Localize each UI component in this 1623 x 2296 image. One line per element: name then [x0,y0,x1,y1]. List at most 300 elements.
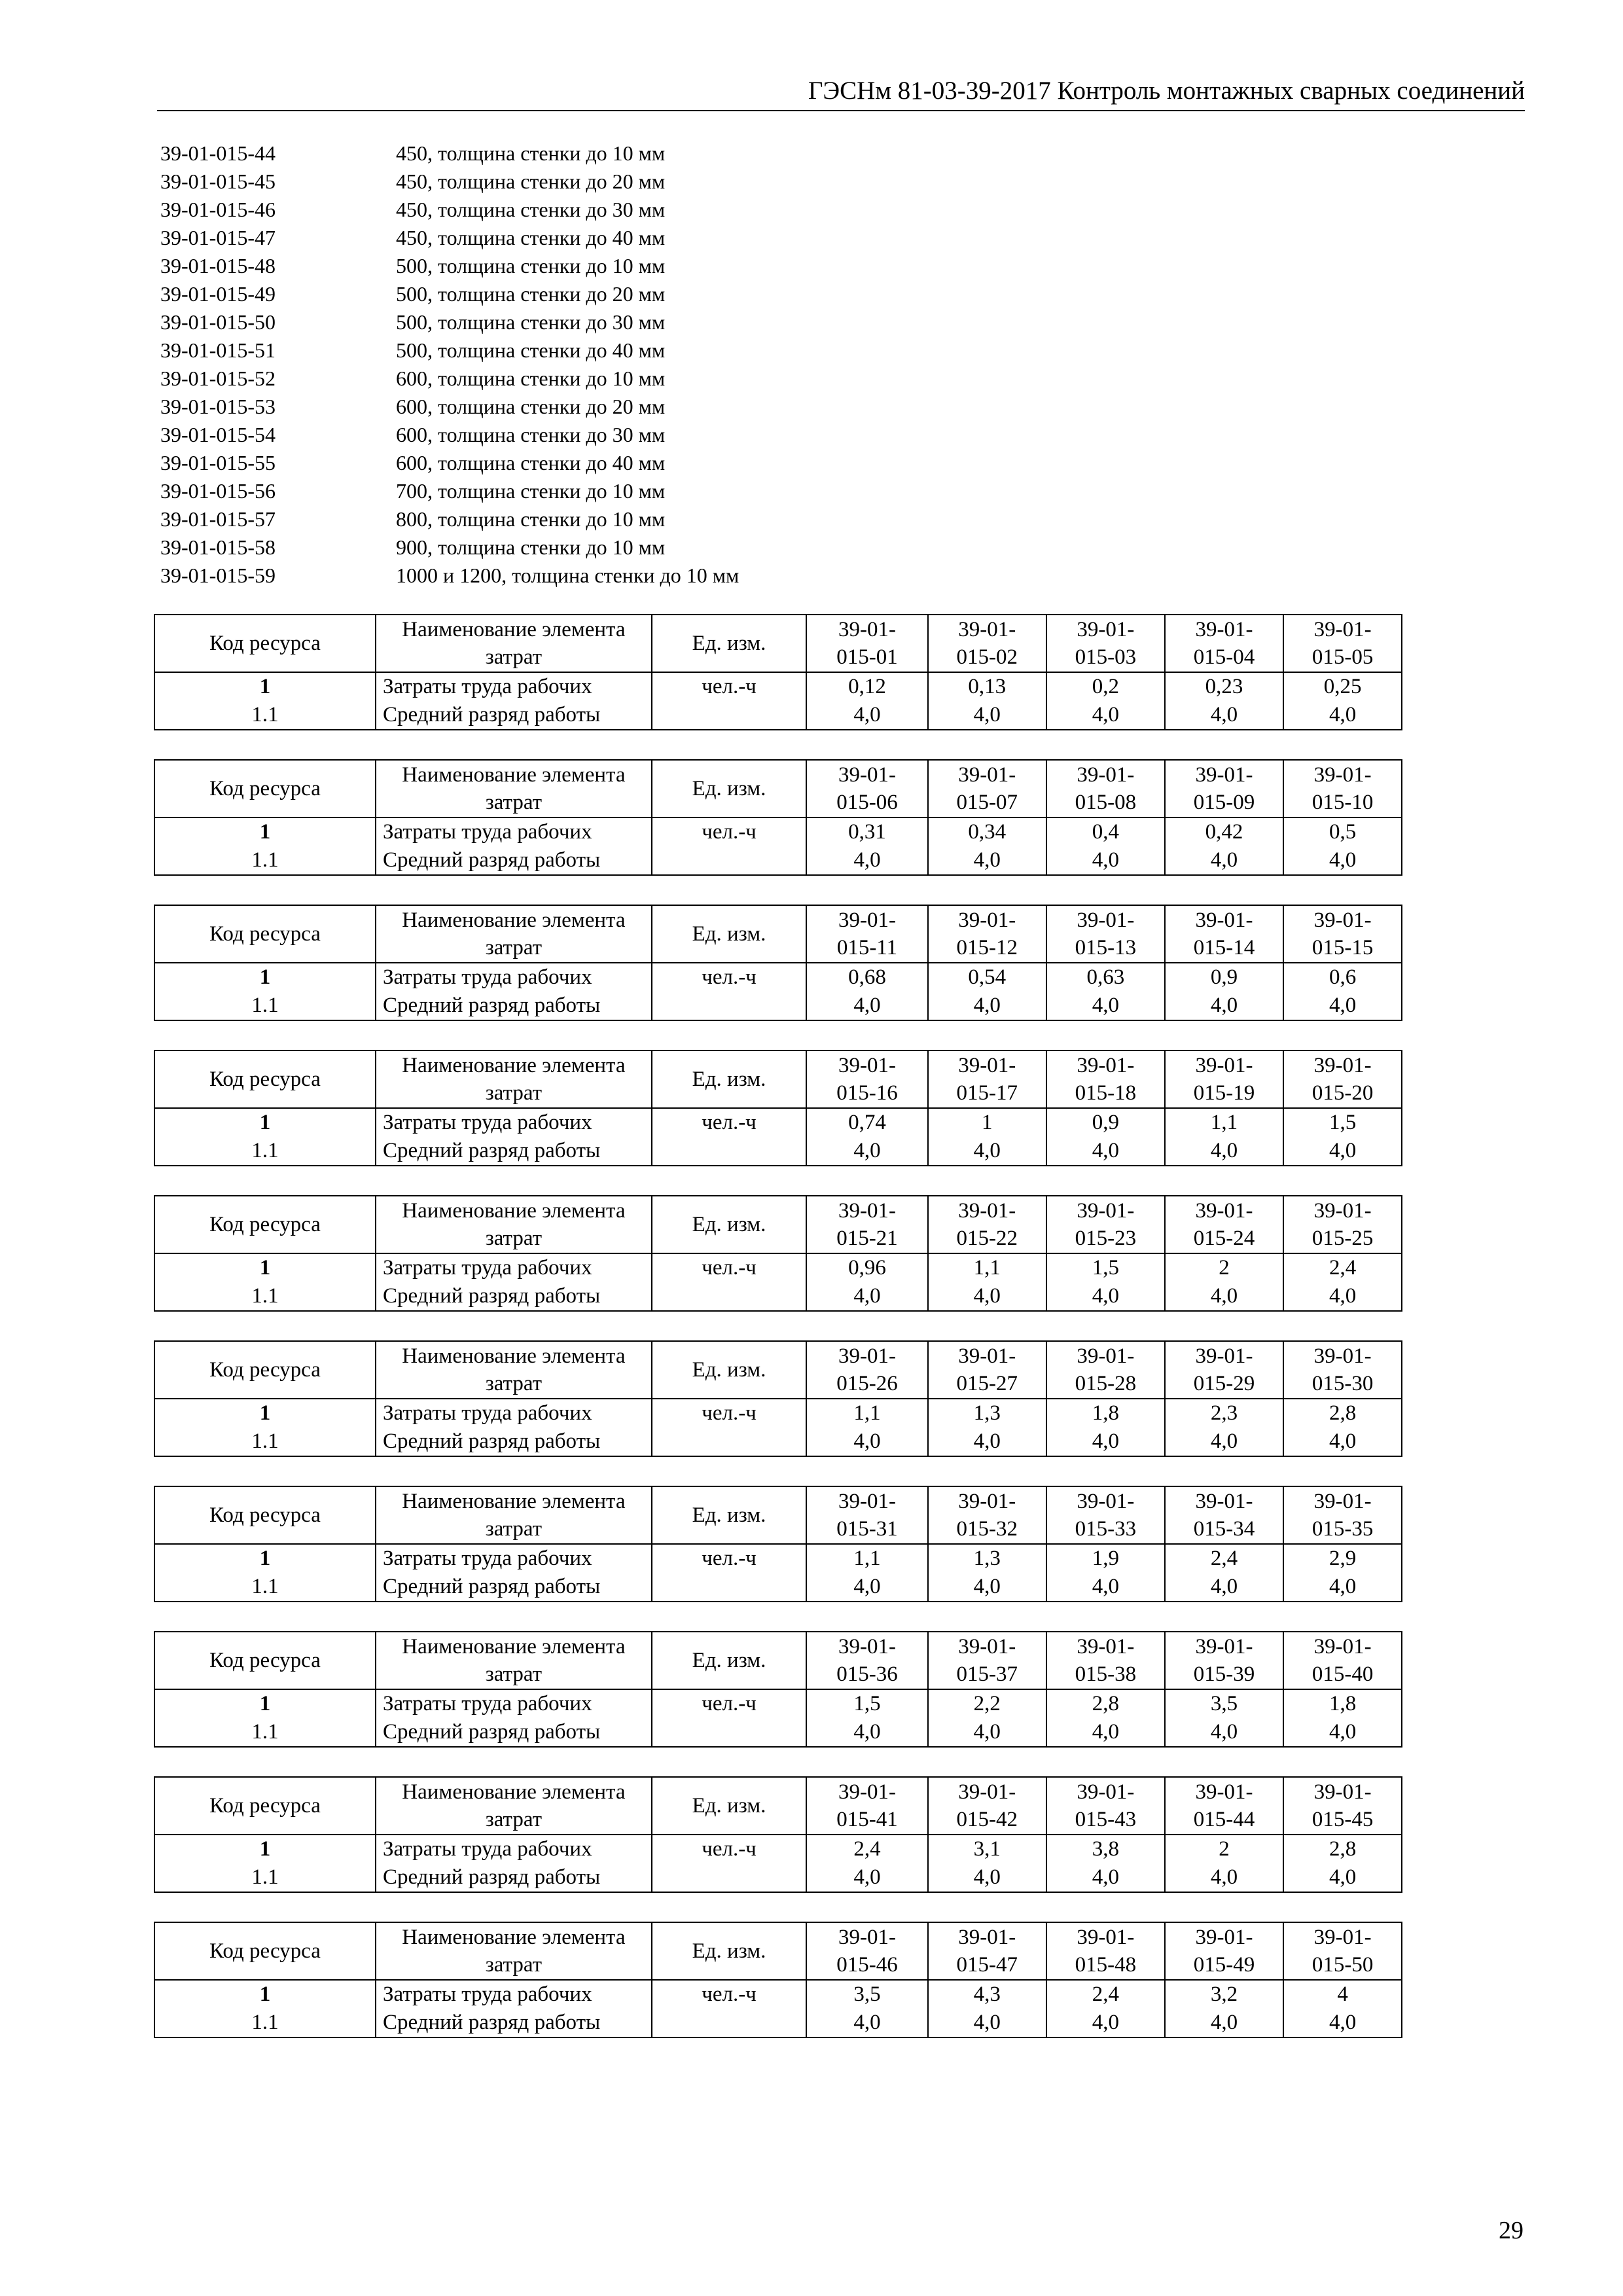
header-unit: Ед. изм. [652,905,806,963]
item-description: 600, толщина стенки до 10 мм [396,367,666,390]
norm-value: 4,0 [806,992,928,1020]
norm-code-line1: 39-01- [1195,618,1253,641]
unit [652,1573,806,1602]
item-description: 1000 и 1200, толщина стенки до 10 мм [396,564,740,587]
norm-code-line2: 015-21 [836,1227,898,1250]
header-norm-code [1046,1486,1165,1544]
resource-code: 1 [154,1399,376,1427]
norm-value: 4,0 [806,701,928,730]
norm-value: 0,54 [928,963,1046,992]
header-norm-code [1283,1922,1402,1980]
code-list-item [160,252,1142,280]
header-norm-code [1283,1050,1402,1108]
item-description: 900, толщина стенки до 10 мм [396,535,666,559]
unit: чел.-ч [652,817,806,846]
table-header-row [154,1486,1525,1544]
item-code: 39-01-015-47 [160,226,276,249]
norm-value: 4,0 [806,846,928,875]
code-list-item [160,280,1142,308]
item-code: 39-01-015-54 [160,423,276,446]
norm-code-line1: 39-01- [1313,1780,1372,1804]
norm-value: 0,31 [806,817,928,846]
unit: чел.-ч [652,672,806,701]
resource-code: 1 [154,817,376,846]
norm-value: 1,1 [806,1399,928,1427]
norm-code-line2: 015-11 [836,936,898,960]
average-grade-row [154,2009,1525,2037]
average-grade-row [154,846,1525,875]
unit [652,992,806,1020]
norm-code-line2: 015-26 [836,1372,898,1395]
norm-value: 4,0 [1046,1718,1165,1747]
norm-value: 1,5 [1046,1253,1165,1282]
header-norm-code [806,1632,928,1689]
norm-code-line1: 39-01- [838,1490,896,1513]
norm-value: 4,0 [1283,1863,1402,1892]
norm-code-line1: 39-01- [1077,1199,1135,1223]
norm-value: 4,3 [928,1980,1046,2009]
header-element-name: Наименование элемента затрат [376,1341,652,1399]
norm-code-line1: 39-01- [958,1926,1016,1949]
norm-value: 4,0 [928,1573,1046,1602]
norm-value: 3,2 [1165,1980,1283,2009]
norms-table [154,1486,1525,1602]
norm-code-line1: 39-01- [958,1490,1016,1513]
header-norm-code [806,905,928,963]
unit: чел.-ч [652,1108,806,1137]
unit [652,1137,806,1166]
header-norm-code [1165,615,1283,672]
norm-value: 4,0 [1046,1137,1165,1166]
norm-code-line1: 39-01- [1313,763,1372,787]
norm-code-line2: 015-28 [1075,1372,1137,1395]
norm-code-line2: 015-31 [836,1517,898,1541]
norm-value: 2,8 [1283,1835,1402,1863]
resource-code: 1.1 [154,2009,376,2037]
norm-value: 1,1 [928,1253,1046,1282]
header-norm-code [806,1050,928,1108]
norm-value: 4,0 [806,1718,928,1747]
norm-value: 4,0 [1165,1282,1283,1311]
norm-code-line2: 015-15 [1311,936,1374,960]
norm-code-line2: 015-41 [836,1808,898,1831]
norm-code-line1: 39-01- [1077,1490,1135,1513]
norm-code-line1: 39-01- [958,1780,1016,1804]
header-element-name: Наименование элемента затрат [376,1196,652,1253]
norms-table [154,1922,1525,2038]
norm-value: 4,0 [928,1863,1046,1892]
code-list-item [160,393,1142,421]
norm-value: 0,74 [806,1108,928,1137]
table-header-row [154,1196,1525,1253]
norm-value: 4,0 [928,1137,1046,1166]
header-norm-code [1046,615,1165,672]
resource-code: 1.1 [154,1282,376,1311]
header-norm-code [1165,1632,1283,1689]
header-element-name: Наименование элемента затрат [376,1922,652,1980]
code-list-item [160,336,1142,365]
norm-code-line2: 015-25 [1311,1227,1374,1250]
header-norm-code [928,1050,1046,1108]
norms-table [154,1195,1525,1312]
item-description: 450, толщина стенки до 40 мм [396,226,666,249]
norm-value: 4,0 [806,1863,928,1892]
norm-code-line1: 39-01- [1313,618,1372,641]
header-norm-code [928,1922,1046,1980]
norm-code-line1: 39-01- [1313,1490,1372,1513]
header-element-name: Наименование элемента затрат [376,615,652,672]
norm-value: 0,23 [1165,672,1283,701]
norm-value: 1,1 [806,1544,928,1573]
element-name: Средний разряд работы [376,1863,652,1892]
header-unit: Ед. изм. [652,1341,806,1399]
unit: чел.-ч [652,1399,806,1427]
item-description: 500, толщина стенки до 10 мм [396,254,666,278]
average-grade-row [154,1718,1525,1747]
element-name: Средний разряд работы [376,1427,652,1456]
norm-code-line1: 39-01- [838,618,896,641]
header-norm-code [928,1777,1046,1835]
norm-code-line2: 015-07 [956,791,1018,814]
norm-value: 0,34 [928,817,1046,846]
unit [652,1282,806,1311]
norm-code-line2: 015-50 [1311,1953,1374,1977]
code-list-item [160,168,1142,196]
labor-cost-row [154,1399,1525,1427]
header-unit: Ед. изм. [652,760,806,817]
element-name: Средний разряд работы [376,1573,652,1602]
header-norm-code [1283,905,1402,963]
norm-code-line2: 015-13 [1075,936,1137,960]
norm-code-line2: 015-37 [956,1662,1018,1686]
resource-code: 1.1 [154,1718,376,1747]
norm-value: 4,0 [1046,1282,1165,1311]
norm-code-line1: 39-01- [1313,1926,1372,1949]
norms-table [154,1050,1525,1166]
code-list [160,139,1142,590]
header-norm-code [1046,1196,1165,1253]
item-code: 39-01-015-59 [160,564,276,587]
resource-code: 1 [154,963,376,992]
norm-code-line1: 39-01- [958,908,1016,932]
norm-code-line1: 39-01- [1077,1926,1135,1949]
norm-value: 4,0 [1165,701,1283,730]
header-unit: Ед. изм. [652,615,806,672]
item-code: 39-01-015-58 [160,535,276,559]
norm-value: 0,63 [1046,963,1165,992]
header-unit: Ед. изм. [652,1050,806,1108]
unit [652,1863,806,1892]
header-norm-code [928,1196,1046,1253]
resource-code: 1.1 [154,701,376,730]
code-list-item [160,365,1142,393]
labor-cost-row [154,672,1525,701]
header-element-name: Наименование элемента затрат [376,760,652,817]
norm-value: 0,13 [928,672,1046,701]
norm-code-line1: 39-01- [1195,763,1253,787]
resource-code: 1.1 [154,1863,376,1892]
norm-code-line2: 015-45 [1311,1808,1374,1831]
resource-code: 1 [154,1108,376,1137]
norm-code-line2: 015-02 [956,645,1018,669]
header-element-name: Наименование элемента затрат [376,905,652,963]
norm-value: 4,0 [1283,1427,1402,1456]
norm-value: 4,0 [806,2009,928,2037]
norm-code-line2: 015-48 [1075,1953,1137,1977]
norm-value: 1,5 [806,1689,928,1718]
norm-value: 1,8 [1046,1399,1165,1427]
unit: чел.-ч [652,1980,806,2009]
header-resource-code: Код ресурса [154,1341,376,1399]
norm-code-line2: 015-06 [836,791,898,814]
header-resource-code: Код ресурса [154,760,376,817]
header-norm-code [1046,905,1165,963]
header-norm-code [1283,615,1402,672]
norm-code-line2: 015-14 [1193,936,1255,960]
element-name: Средний разряд работы [376,1282,652,1311]
average-grade-row [154,701,1525,730]
norm-value: 0,4 [1046,817,1165,846]
norm-value: 4,0 [806,1427,928,1456]
norm-code-line1: 39-01- [1313,1054,1372,1077]
labor-cost-row [154,1835,1525,1863]
norm-value: 4,0 [1165,1863,1283,1892]
element-name: Затраты труда рабочих [376,1253,652,1282]
table-header-row [154,1050,1525,1108]
norm-value: 4,0 [1046,846,1165,875]
resource-code: 1.1 [154,1427,376,1456]
item-description: 450, толщина стенки до 30 мм [396,198,666,221]
norm-value: 2,4 [1046,1980,1165,2009]
norm-code-line1: 39-01- [1313,1344,1372,1368]
norm-value: 4,0 [1283,2009,1402,2037]
item-description: 600, толщина стенки до 40 мм [396,451,666,475]
header-element-name: Наименование элемента затрат [376,1777,652,1835]
norm-value: 4,0 [1046,701,1165,730]
item-description: 700, толщина стенки до 10 мм [396,479,666,503]
norm-code-line1: 39-01- [1077,1635,1135,1659]
norm-code-line1: 39-01- [838,908,896,932]
average-grade-row [154,1863,1525,1892]
norm-code-line1: 39-01- [838,1199,896,1223]
norm-code-line1: 39-01- [838,1054,896,1077]
item-code: 39-01-015-55 [160,451,276,475]
norm-code-line2: 015-10 [1311,791,1374,814]
norm-value: 2,8 [1283,1399,1402,1427]
norm-code-line2: 015-47 [956,1953,1018,1977]
item-code: 39-01-015-45 [160,170,276,193]
norm-code-line2: 015-12 [956,936,1018,960]
code-list-item [160,533,1142,562]
header-norm-code [1046,760,1165,817]
norm-value: 2,4 [806,1835,928,1863]
norm-value: 4,0 [1283,992,1402,1020]
page-number: 29 [1499,2217,1524,2244]
header-unit: Ед. изм. [652,1196,806,1253]
norm-code-line1: 39-01- [1195,1926,1253,1949]
norm-value: 4,0 [1165,2009,1283,2037]
norm-code-line2: 015-04 [1193,645,1255,669]
code-list-item [160,139,1142,168]
norm-code-line1: 39-01- [1077,908,1135,932]
element-name: Затраты труда рабочих [376,672,652,701]
header-norm-code [1283,1196,1402,1253]
resource-code: 1.1 [154,992,376,1020]
item-code: 39-01-015-48 [160,254,276,278]
item-code: 39-01-015-51 [160,338,276,362]
norm-code-line2: 015-01 [836,645,898,669]
header-norm-code [928,1632,1046,1689]
norm-value: 1,3 [928,1544,1046,1573]
header-norm-code [1165,1341,1283,1399]
header-norm-code [806,1777,928,1835]
norm-code-line1: 39-01- [1077,763,1135,787]
norm-value: 4,0 [1283,701,1402,730]
norm-value: 4,0 [928,1427,1046,1456]
norm-code-line2: 015-32 [956,1517,1018,1541]
unit [652,846,806,875]
norm-value: 4,0 [806,1282,928,1311]
header-element-name: Наименование элемента затрат [376,1632,652,1689]
norm-value: 1,3 [928,1399,1046,1427]
norm-code-line2: 015-16 [836,1081,898,1105]
norm-value: 2 [1165,1253,1283,1282]
norm-value: 4,0 [1283,1718,1402,1747]
norm-code-line1: 39-01- [1195,1054,1253,1077]
element-name: Средний разряд работы [376,846,652,875]
norm-code-line2: 015-29 [1193,1372,1255,1395]
norm-code-line1: 39-01- [838,1344,896,1368]
norm-value: 4,0 [1046,1863,1165,1892]
norm-code-line2: 015-22 [956,1227,1018,1250]
norm-value: 2,8 [1046,1689,1165,1718]
code-list-item [160,421,1142,449]
norm-code-line1: 39-01- [838,763,896,787]
norm-code-line2: 015-19 [1193,1081,1255,1105]
element-name: Затраты труда рабочих [376,1399,652,1427]
header-norm-code [928,1341,1046,1399]
item-description: 450, толщина стенки до 10 мм [396,141,666,165]
element-name: Средний разряд работы [376,701,652,730]
norm-code-line2: 015-44 [1193,1808,1255,1831]
header-unit: Ед. изм. [652,1486,806,1544]
header-element-name: Наименование элемента затрат [376,1486,652,1544]
norm-value: 4,0 [1165,1573,1283,1602]
norm-code-line2: 015-18 [1075,1081,1137,1105]
norm-value: 4,0 [1283,1573,1402,1602]
code-list-item [160,562,1142,590]
norm-value: 1 [928,1108,1046,1137]
item-code: 39-01-015-57 [160,507,276,531]
item-description: 500, толщина стенки до 30 мм [396,310,666,334]
unit [652,1718,806,1747]
norm-value: 2,9 [1283,1544,1402,1573]
norm-code-line1: 39-01- [838,1926,896,1949]
average-grade-row [154,1282,1525,1311]
norm-code-line1: 39-01- [1077,1344,1135,1368]
norm-code-line2: 015-42 [956,1808,1018,1831]
norm-value: 4,0 [1283,846,1402,875]
item-code: 39-01-015-49 [160,282,276,306]
norms-table [154,905,1525,1021]
item-description: 800, толщина стенки до 10 мм [396,507,666,531]
labor-cost-row [154,1108,1525,1137]
norm-value: 0,5 [1283,817,1402,846]
norm-value: 0,9 [1046,1108,1165,1137]
header-resource-code: Код ресурса [154,1922,376,1980]
header-norm-code [1283,1632,1402,1689]
norm-value: 4,0 [1165,1427,1283,1456]
norm-code-line2: 015-38 [1075,1662,1137,1686]
norm-code-line2: 015-24 [1193,1227,1255,1250]
code-list-item [160,224,1142,252]
norm-code-line1: 39-01- [1077,1780,1135,1804]
header-unit: Ед. изм. [652,1632,806,1689]
header-norm-code [1046,1050,1165,1108]
norm-code-line1: 39-01- [958,1635,1016,1659]
norm-value: 4,0 [1046,2009,1165,2037]
norms-tables [154,614,1525,2067]
norm-value: 0,9 [1165,963,1283,992]
unit [652,2009,806,2037]
norm-code-line1: 39-01- [1313,908,1372,932]
resource-code: 1 [154,672,376,701]
resource-code: 1 [154,1689,376,1718]
norm-value: 2 [1165,1835,1283,1863]
norm-code-line1: 39-01- [1195,1344,1253,1368]
norm-value: 4,0 [1165,1137,1283,1166]
norm-value: 3,1 [928,1835,1046,1863]
unit: чел.-ч [652,1544,806,1573]
header-resource-code: Код ресурса [154,1196,376,1253]
norm-code-line2: 015-30 [1311,1372,1374,1395]
norm-code-line2: 015-43 [1075,1808,1137,1831]
norm-value: 4,0 [806,1573,928,1602]
header-norm-code [1165,905,1283,963]
page-header [157,73,1525,111]
resource-code: 1.1 [154,846,376,875]
unit: чел.-ч [652,1835,806,1863]
norm-code-line2: 015-36 [836,1662,898,1686]
norm-code-line2: 015-49 [1193,1953,1255,1977]
item-code: 39-01-015-53 [160,395,276,418]
unit: чел.-ч [652,963,806,992]
norm-value: 4,0 [1046,992,1165,1020]
resource-code: 1.1 [154,1137,376,1166]
header-element-name: Наименование элемента затрат [376,1050,652,1108]
item-code: 39-01-015-56 [160,479,276,503]
element-name: Затраты труда рабочих [376,963,652,992]
norm-value: 1,1 [1165,1108,1283,1137]
header-norm-code [1283,760,1402,817]
norm-value: 4,0 [1165,1718,1283,1747]
norm-code-line1: 39-01- [958,1344,1016,1368]
norm-value: 3,8 [1046,1835,1165,1863]
element-name: Затраты труда рабочих [376,1544,652,1573]
norm-value: 0,2 [1046,672,1165,701]
header-resource-code: Код ресурса [154,1777,376,1835]
header-norm-code [1165,1777,1283,1835]
norm-code-line1: 39-01- [1195,908,1253,932]
norm-code-line2: 015-23 [1075,1227,1137,1250]
norm-value: 1,8 [1283,1689,1402,1718]
header-norm-code [928,905,1046,963]
header-norm-code [928,760,1046,817]
norm-code-line1: 39-01- [1313,1199,1372,1223]
element-name: Затраты труда рабочих [376,1108,652,1137]
item-code: 39-01-015-50 [160,310,276,334]
header-norm-code [806,1486,928,1544]
